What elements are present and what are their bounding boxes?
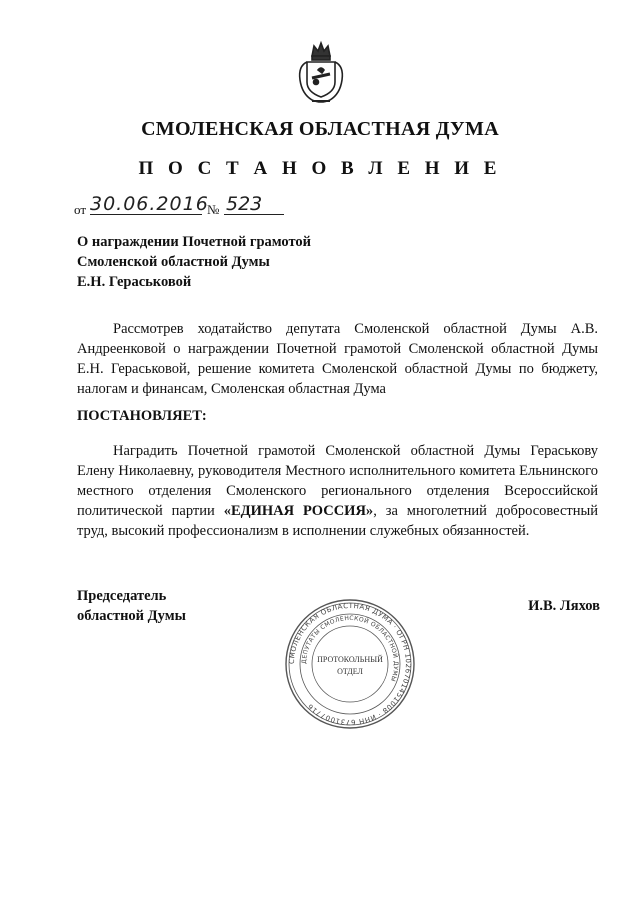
seal-outer-text: СМОЛЕНСКАЯ ОБЛАСТНАЯ ДУМА · ОГРН 1026701451008 · ИНН 6731007716 <box>287 601 413 727</box>
document-type-title: П О С Т А Н О В Л Е Н И Е <box>138 158 502 179</box>
number-underline <box>224 214 284 215</box>
preamble-text: Рассмотрев ходатайство депутата Смоленской областной Думы А.В. Андреенковой о награждении Почетной грамотой Смоленской областной Думы Е.Н. Гераськовой, решение комитета Смоленской областной Думы по бюджету, налогам и финансам, Смоленская областная Дума <box>77 321 598 397</box>
date-underline <box>90 214 202 215</box>
date-label: от <box>74 202 87 217</box>
resolution-text: Наградить Почетной грамотой Смоленской областной Думы Гераськову Елену Николаевну, руководителя Местного исполнительного комитета Ельнинского местного отделения Смоленского регионального отделения Всероссийской политической партии <box>77 443 598 519</box>
official-seal <box>284 598 416 730</box>
document-subject <box>77 232 377 292</box>
seal-inner-text: ДЕПУТАТЫ СМОЛЕНСКОЙ ОБЛАСТНОЙ ДУМЫ <box>300 614 400 683</box>
subject-line: Е.Н. Гераськовой <box>77 274 192 290</box>
document-dateline <box>74 193 294 217</box>
preamble-paragraph <box>77 319 598 399</box>
document-number: 523 <box>226 193 263 215</box>
organization-title: СМОЛЕНСКАЯ ОБЛАСТНАЯ ДУМА <box>141 118 499 140</box>
signatory-title-line: областной Думы <box>77 608 186 624</box>
resolves-heading: ПОСТАНОВЛЯЕТ: <box>77 408 207 424</box>
resolution-paragraph <box>77 441 598 541</box>
signatory-title <box>77 586 277 626</box>
document-date: 30.06.2016 <box>90 193 209 215</box>
coat-of-arms-emblem <box>294 40 348 106</box>
subject-line: Смоленской областной Думы <box>77 254 270 270</box>
signatory-title-line: Председатель <box>77 588 167 604</box>
subject-line: О награждении Почетной грамотой <box>77 234 312 250</box>
resolution-text-end: , за многолетний добросовестный труд, высокий профессионализм в исполнении служебных обязанностей. <box>77 503 598 539</box>
signatory-name: И.В. Ляхов <box>528 598 600 614</box>
number-label: № <box>207 202 220 217</box>
seal-center-line: ОТДЕЛ <box>337 667 363 676</box>
party-name: «ЕДИНАЯ РОССИЯ» <box>223 503 374 519</box>
seal-center-line: ПРОТОКОЛЬНЫЙ <box>317 655 383 664</box>
